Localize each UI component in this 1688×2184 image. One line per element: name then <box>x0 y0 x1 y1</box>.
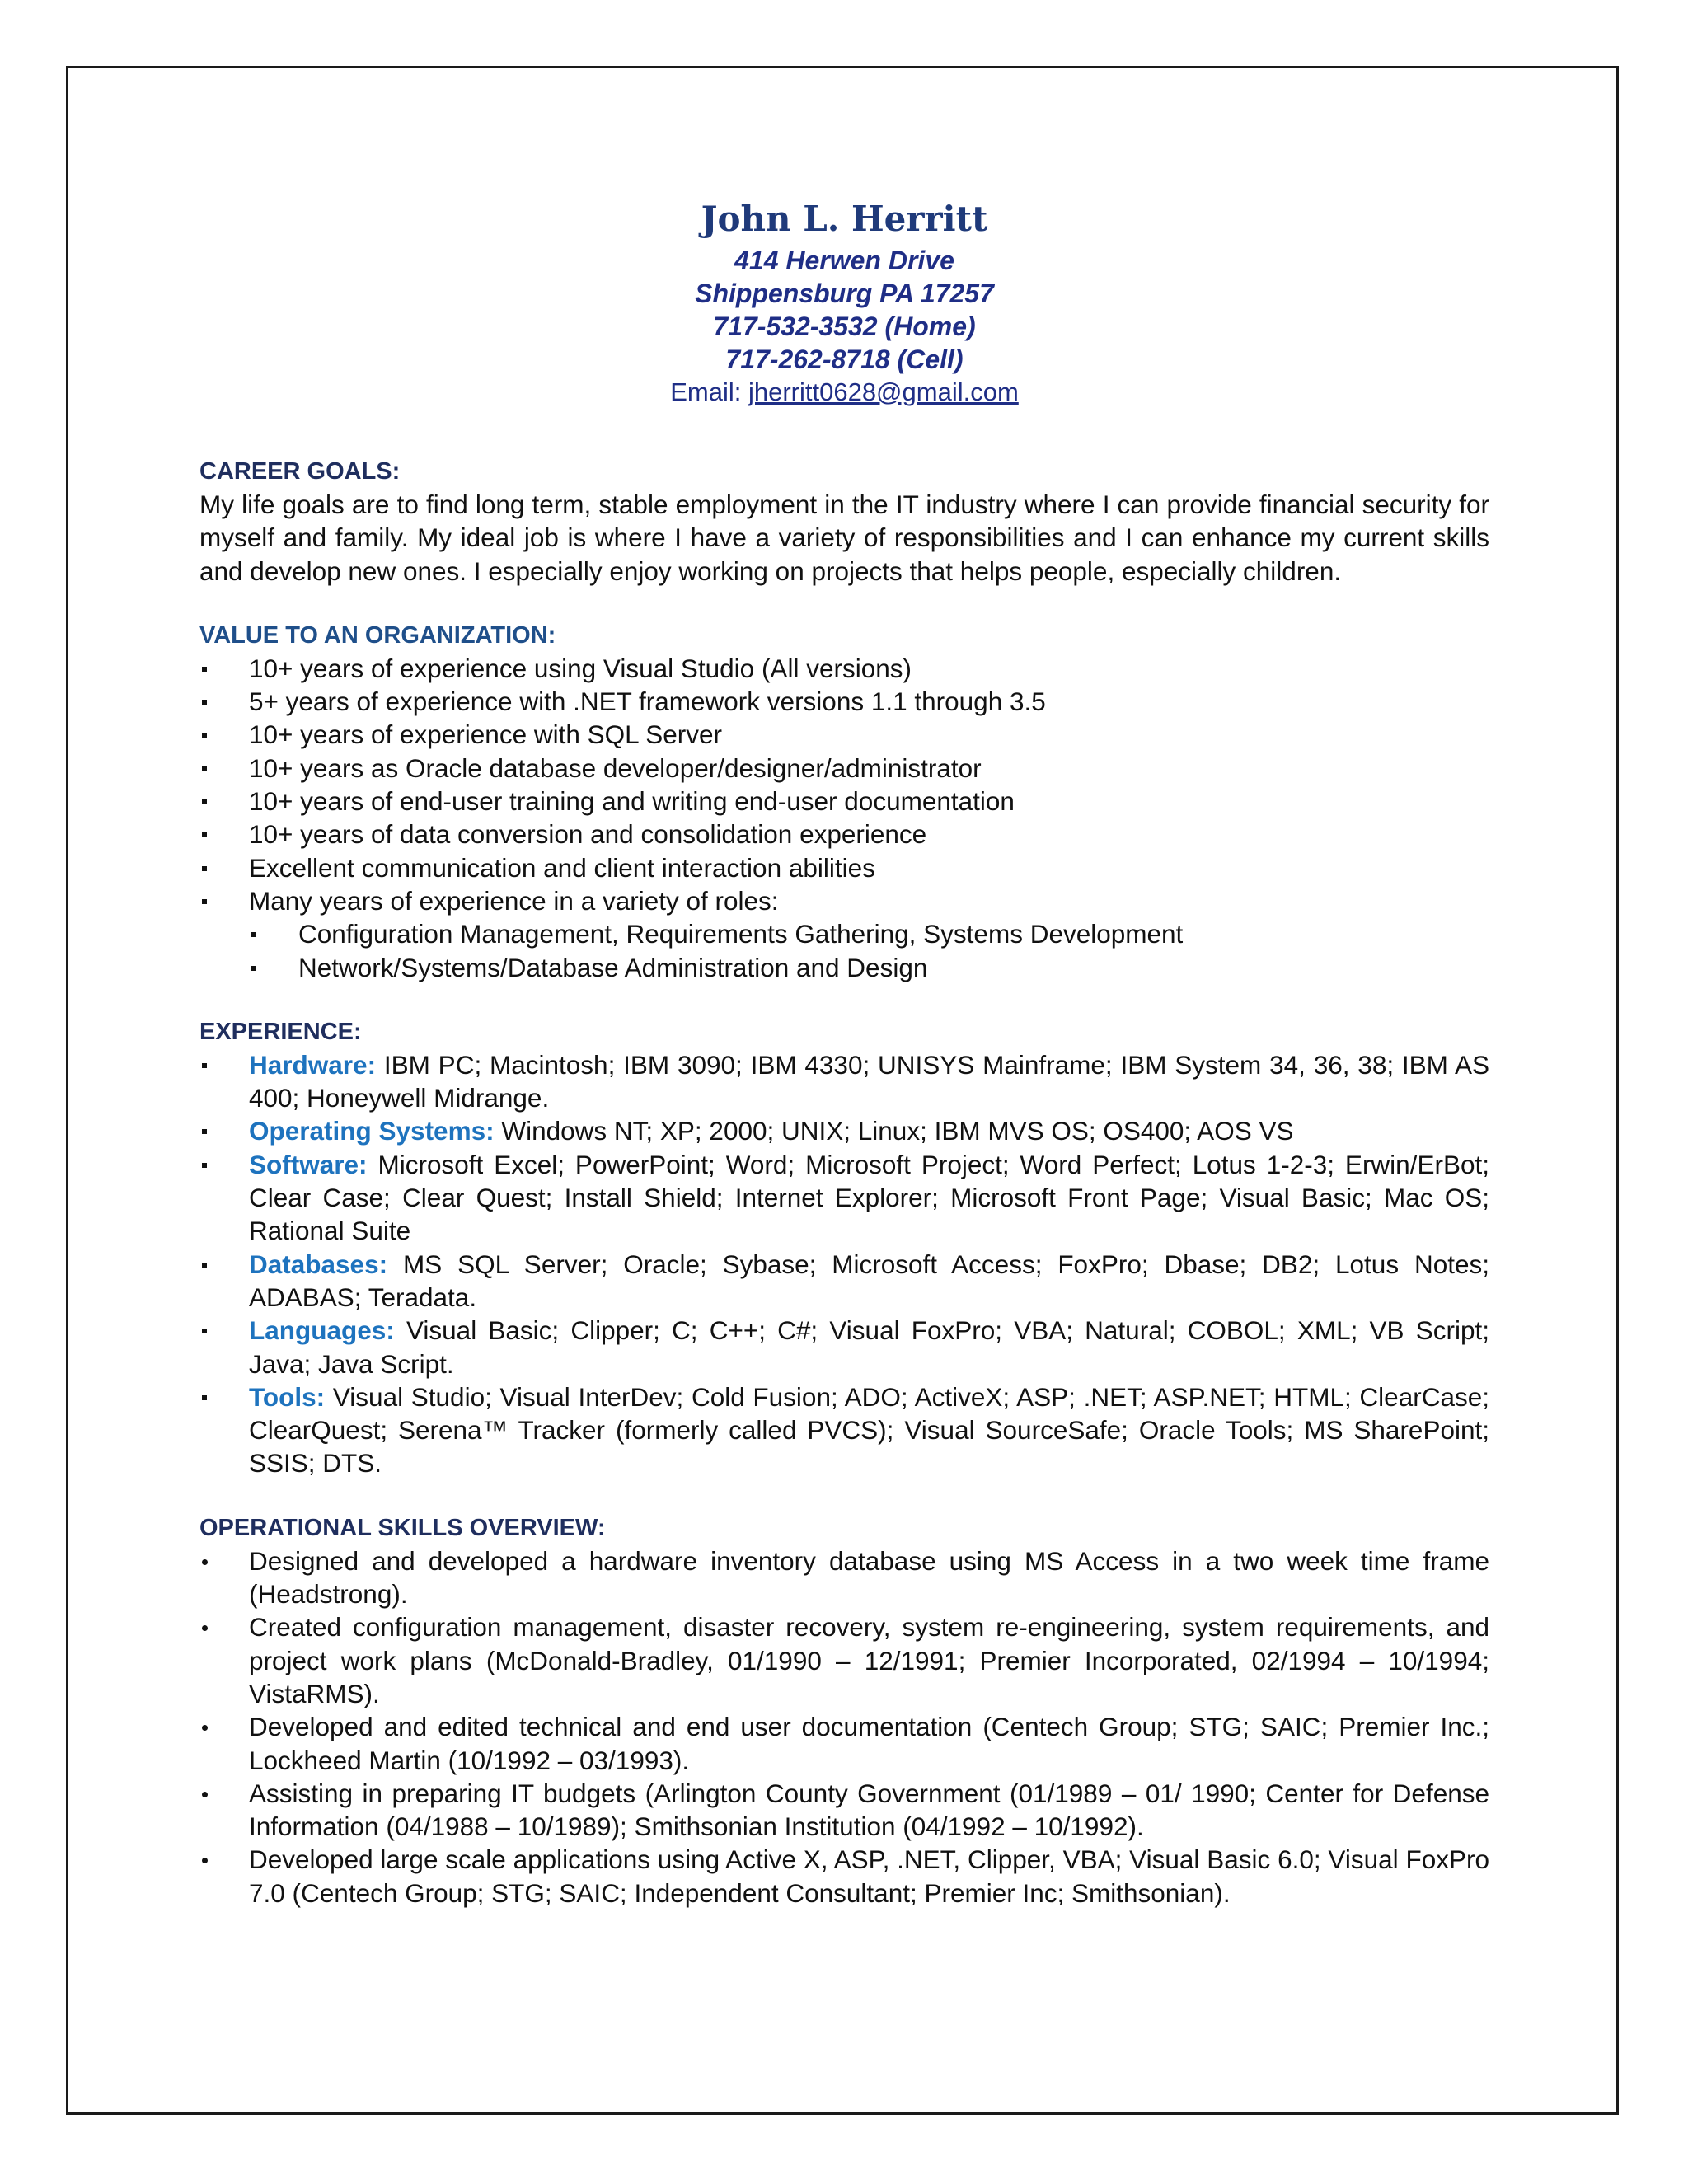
experience-item-tools <box>199 1380 1489 1480</box>
experience-heading: EXPERIENCE: <box>199 1018 362 1045</box>
experience-item-software <box>199 1148 1489 1248</box>
address-line-1: 414 Herwen Drive <box>734 246 954 275</box>
list-item: 10+ years as Oracle database developer/designer/administrator <box>199 752 1489 785</box>
list-item: Created configuration management, disaster recovery, system re-engineering, system requirements, and project work plans (McDonald-Bradley, 01/1990 – 12/1991; Premier Incorporated, 02/1994 – 10/1994; VistaRMS). <box>199 1610 1489 1710</box>
phone-home: 717-532-3532 (Home) <box>713 312 976 341</box>
experience-text: IBM PC; Macintosh; IBM 3090; IBM 4330; UNISYS Mainframe; IBM System 34, 36, 38; IBM AS 400; Honeywell Midrange. <box>249 1049 1489 1113</box>
list-item: 10+ years of experience with SQL Server <box>199 718 1489 751</box>
roles-sublist <box>199 917 1489 984</box>
operational-list <box>199 1544 1489 1910</box>
experience-item-languages <box>199 1314 1489 1380</box>
address-line-2: Shippensburg PA 17257 <box>695 279 994 308</box>
list-item: Assisting in preparing IT budgets (Arlington County Government (01/1989 – 01/ 1990; Center for Defense Information (04/1988 – 10/1989); Smithsonian Institution (04/1992 – 10/1992). <box>199 1777 1489 1844</box>
experience-text: Microsoft Excel; PowerPoint; Word; Microsoft Project; Word Perfect; Lotus 1-2-3; Erwin/ErBot; Clear Case; Clear Quest; Install Shield; Internet Explorer; Microsoft Front Page; Visual Basic; Mac OS; Rational Suite <box>249 1149 1489 1246</box>
list-item: Developed and edited technical and end user documentation (Centech Group; STG; SAIC; Premier Inc.; Lockheed Martin (10/1992 – 03/1993). <box>199 1710 1489 1777</box>
resume-page <box>199 194 1489 1910</box>
operational-heading: OPERATIONAL SKILLS OVERVIEW: <box>199 1514 606 1541</box>
career-goals-heading: CAREER GOALS: <box>199 458 401 485</box>
career-goals-text: My life goals are to find long term, stable employment in the IT industry where I can provide financial security for myself and family. My ideal job is where I have a variety of responsibilities and I can enhance my current skills and develop new ones. I especially enjoy working on projects that helps people, especially children. <box>199 490 1489 586</box>
email-label: Email: <box>670 377 742 406</box>
list-item: Network/Systems/Database Administration and Design <box>249 951 1489 984</box>
list-item: Many years of experience in a variety of roles: <box>199 884 1489 917</box>
phone-cell: 717-262-8718 (Cell) <box>725 344 964 374</box>
resume-header <box>199 194 1489 409</box>
experience-text: Windows NT; XP; 2000; UNIX; Linux; IBM MVS OS; OS400; AOS VS <box>501 1116 1294 1146</box>
value-heading: VALUE TO AN ORGANIZATION: <box>199 621 556 649</box>
email-link[interactable]: jherritt0628@gmail.com <box>748 377 1019 406</box>
experience-text: MS SQL Server; Oracle; Sybase; Microsoft Access; FoxPro; Dbase; DB2; Lotus Notes; ADABAS; Teradata. <box>249 1249 1489 1312</box>
candidate-name: John L. Herritt <box>701 199 988 239</box>
list-item: 5+ years of experience with .NET framework versions 1.1 through 3.5 <box>199 685 1489 718</box>
list-item: 10+ years of data conversion and consolidation experience <box>199 818 1489 851</box>
experience-item-operating-systems <box>199 1114 1489 1147</box>
experience-label: Tools: <box>249 1381 326 1412</box>
email-line <box>199 376 1489 409</box>
list-item: Developed large scale applications using Active X, ASP, .NET, Clipper, VBA; Visual Basic 6.0; Visual FoxPro 7.0 (Centech Group; STG; SAIC; Independent Consultant; Premier Inc; Smithsonian). <box>199 1843 1489 1910</box>
list-item: 10+ years of experience using Visual Studio (All versions) <box>199 652 1489 685</box>
experience-item-hardware <box>199 1048 1489 1115</box>
experience-label: Operating Systems: <box>249 1116 495 1146</box>
experience-label: Hardware: <box>249 1049 377 1080</box>
list-item: Configuration Management, Requirements Gathering, Systems Development <box>249 917 1489 950</box>
experience-list <box>199 1048 1489 1480</box>
value-list <box>199 652 1489 917</box>
experience-text: Visual Studio; Visual InterDev; Cold Fusion; ADO; ActiveX; ASP; .NET; ASP.NET; HTML; ClearCase; ClearQuest; Serena™ Tracker (formerly called PVCS); Visual SourceSafe; Oracle Tools; MS SharePoint; SSIS; DTS. <box>249 1381 1489 1479</box>
experience-label: Databases: <box>249 1249 388 1279</box>
list-item: Excellent communication and client interaction abilities <box>199 851 1489 884</box>
experience-text: Visual Basic; Clipper; C; C++; C#; Visual FoxPro; VBA; Natural; COBOL; XML; VB Script; Java; Java Script. <box>249 1315 1489 1379</box>
experience-item-databases <box>199 1248 1489 1315</box>
experience-label: Software: <box>249 1149 368 1179</box>
list-item: Designed and developed a hardware inventory database using MS Access in a two week time frame (Headstrong). <box>199 1544 1489 1611</box>
experience-label: Languages: <box>249 1315 395 1346</box>
list-item: 10+ years of end-user training and writing end-user documentation <box>199 785 1489 818</box>
